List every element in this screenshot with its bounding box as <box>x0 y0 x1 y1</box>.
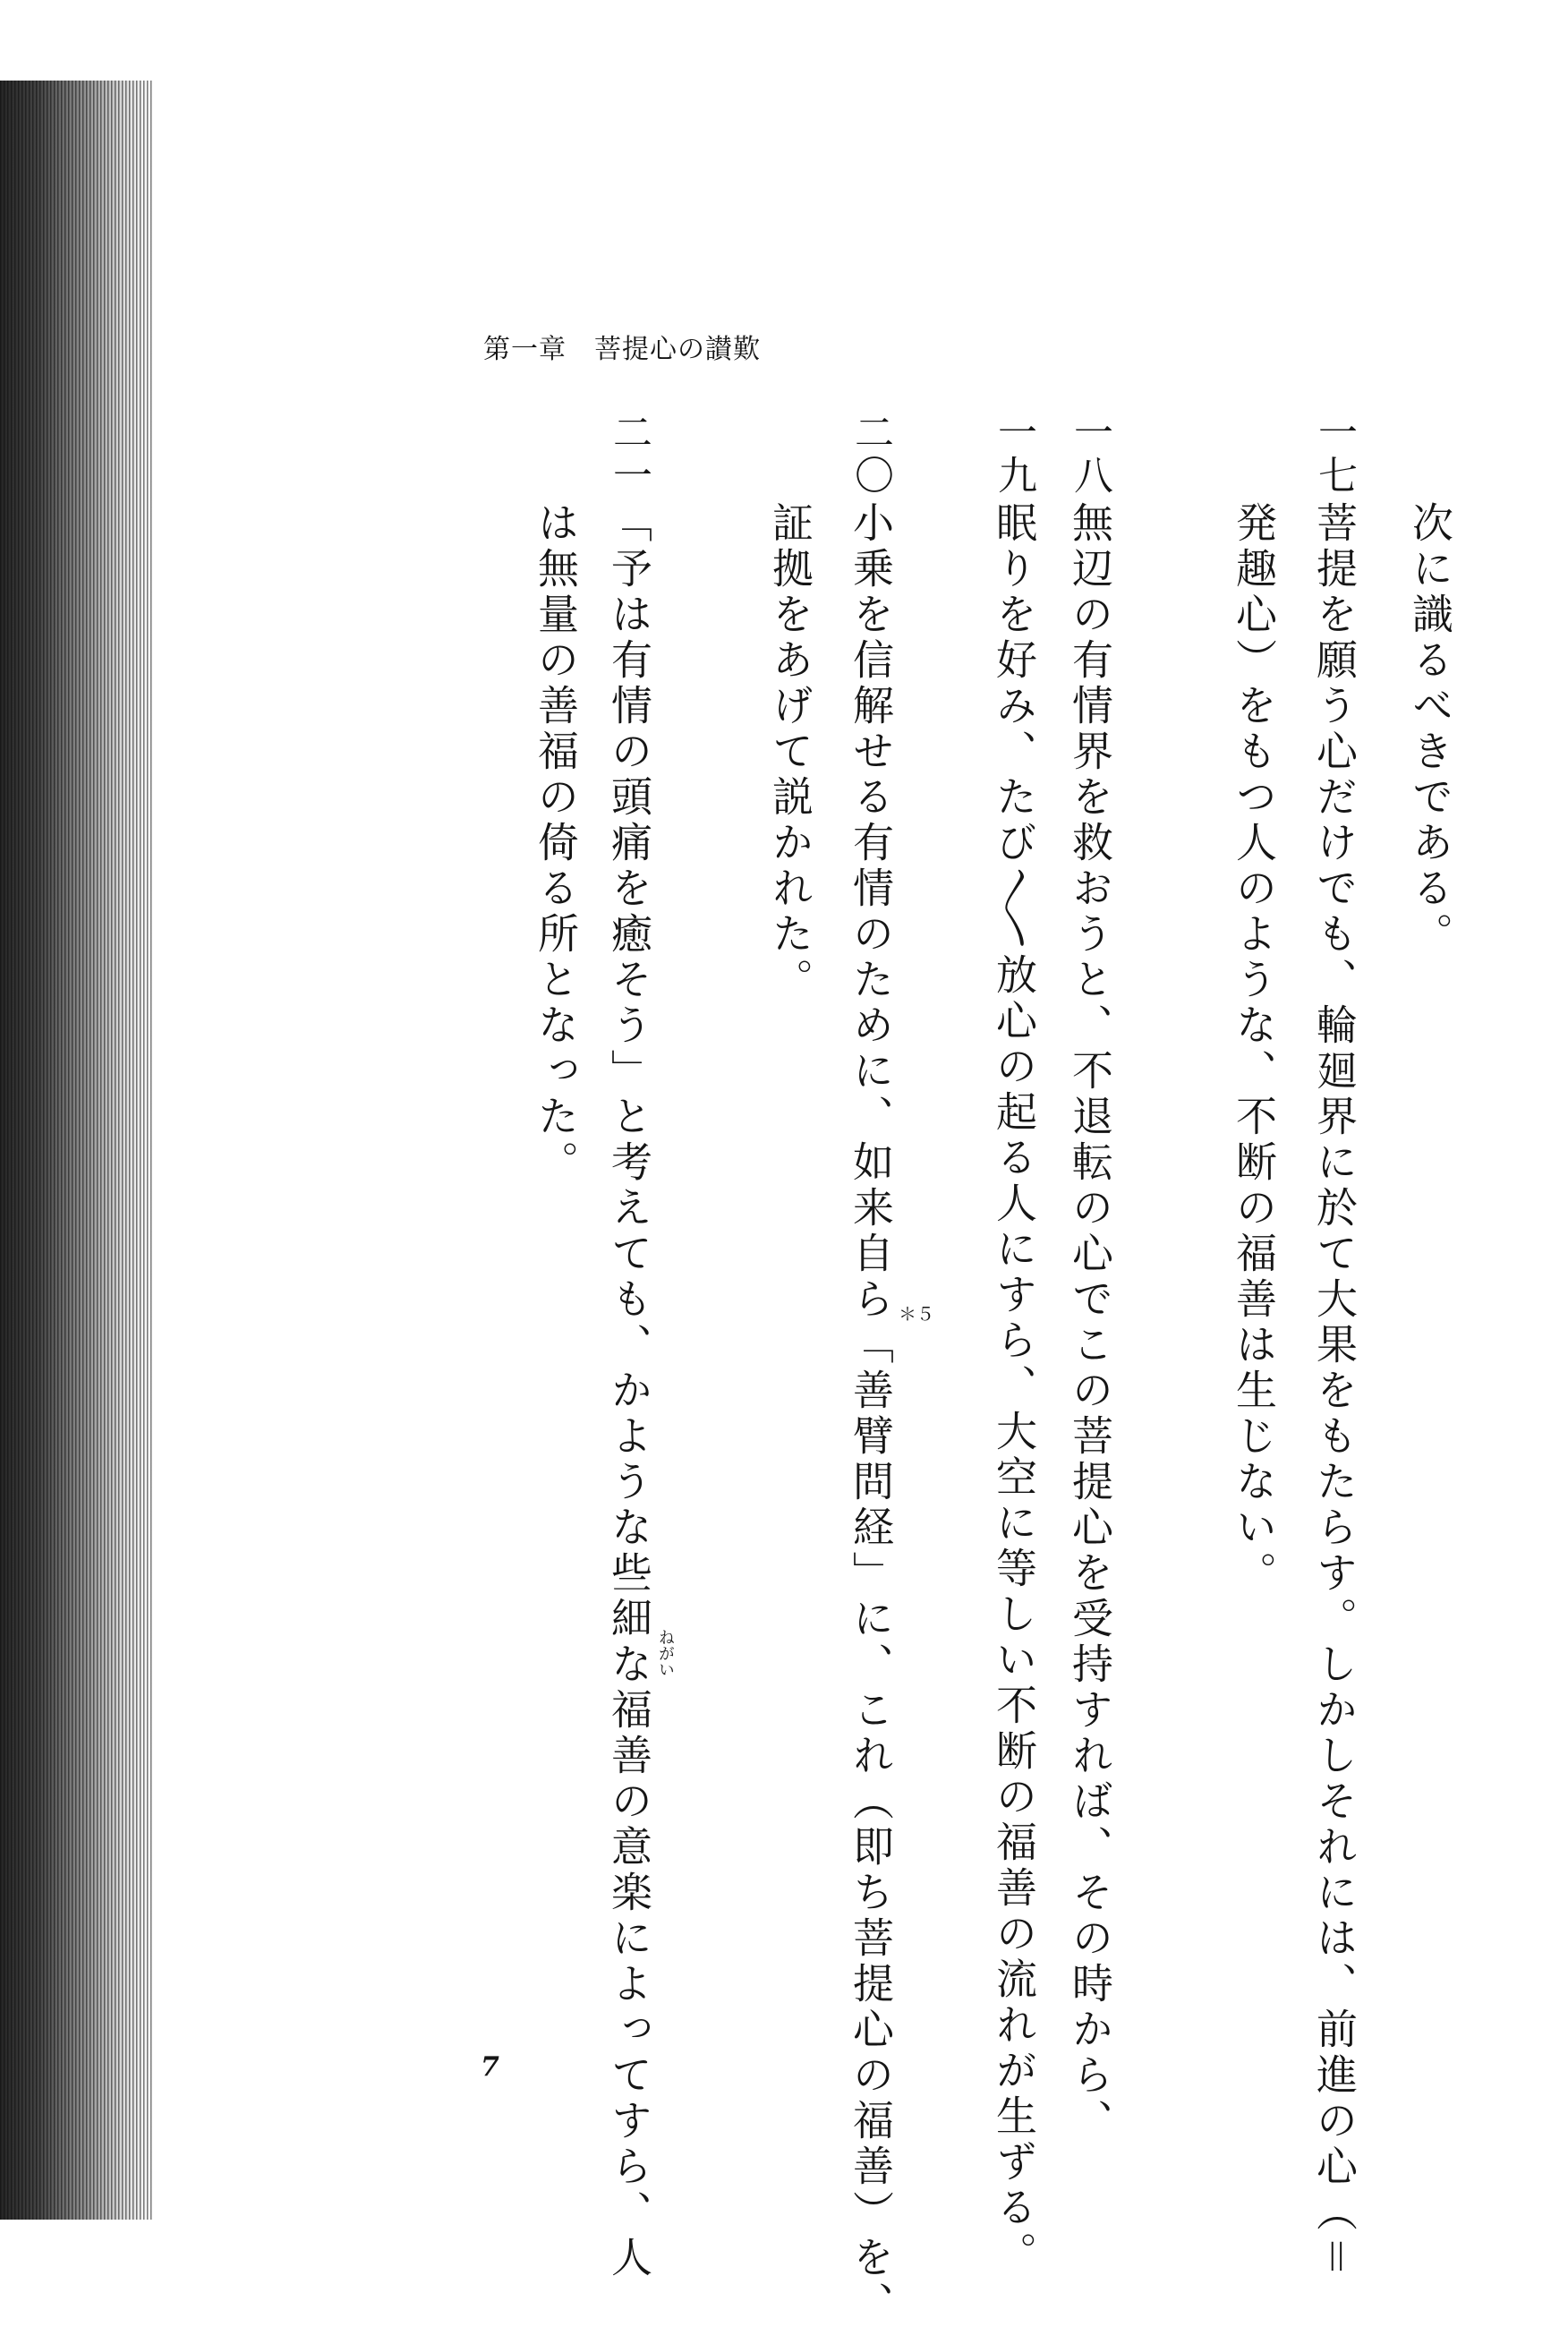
verse-line: 眠りを好み、たび〳〵放心の起る人にすら、大空に等しい不断の福善の流れが生ずる。 <box>990 501 1038 2277</box>
verse-line: 次に識るべきである。 <box>1406 501 1454 958</box>
verse-line: 発趣心）をもつ人のような、不断の福善は生じない。 <box>1230 501 1278 1597</box>
verse-number: 二〇 <box>848 412 893 498</box>
ruby-reading: ねがい <box>656 1629 675 1677</box>
verse-line: は無量の善福の倚る所となった。 <box>532 501 580 1186</box>
verse-line: 小乗を信解せる有情のために、如来自ら「善臂問経」に、これ（即ち菩提心の福善）を、 <box>847 501 895 2327</box>
book-binding-shadow <box>0 81 152 2220</box>
verse-line: 菩提を願う心だけでも、輪廻界に於て大果をもたらす。しかしそれには、前進の心（＝ <box>1310 501 1359 2281</box>
running-head: 第一章 菩提心の讃歎 <box>483 334 761 365</box>
verse-number: 一八 <box>1067 412 1112 498</box>
verse-line: 証拠をあげて説かれた。 <box>766 501 814 1003</box>
verse-number: 二一 <box>606 412 652 498</box>
verse-line: 「予は有情の頭痛を癒そう」と考えても、かような些細な福善の意楽によってすら、人 <box>605 501 653 2281</box>
verse-number: 一九 <box>991 412 1036 498</box>
footnote-marker: ＊５ <box>899 1303 934 1325</box>
verse-line: 無辺の有情界を救おうと、不退転の心でこの菩提心を受持すれば、その時から、 <box>1066 501 1114 2144</box>
page-number: 7 <box>481 2051 499 2083</box>
verse-number: 一七 <box>1311 412 1357 498</box>
